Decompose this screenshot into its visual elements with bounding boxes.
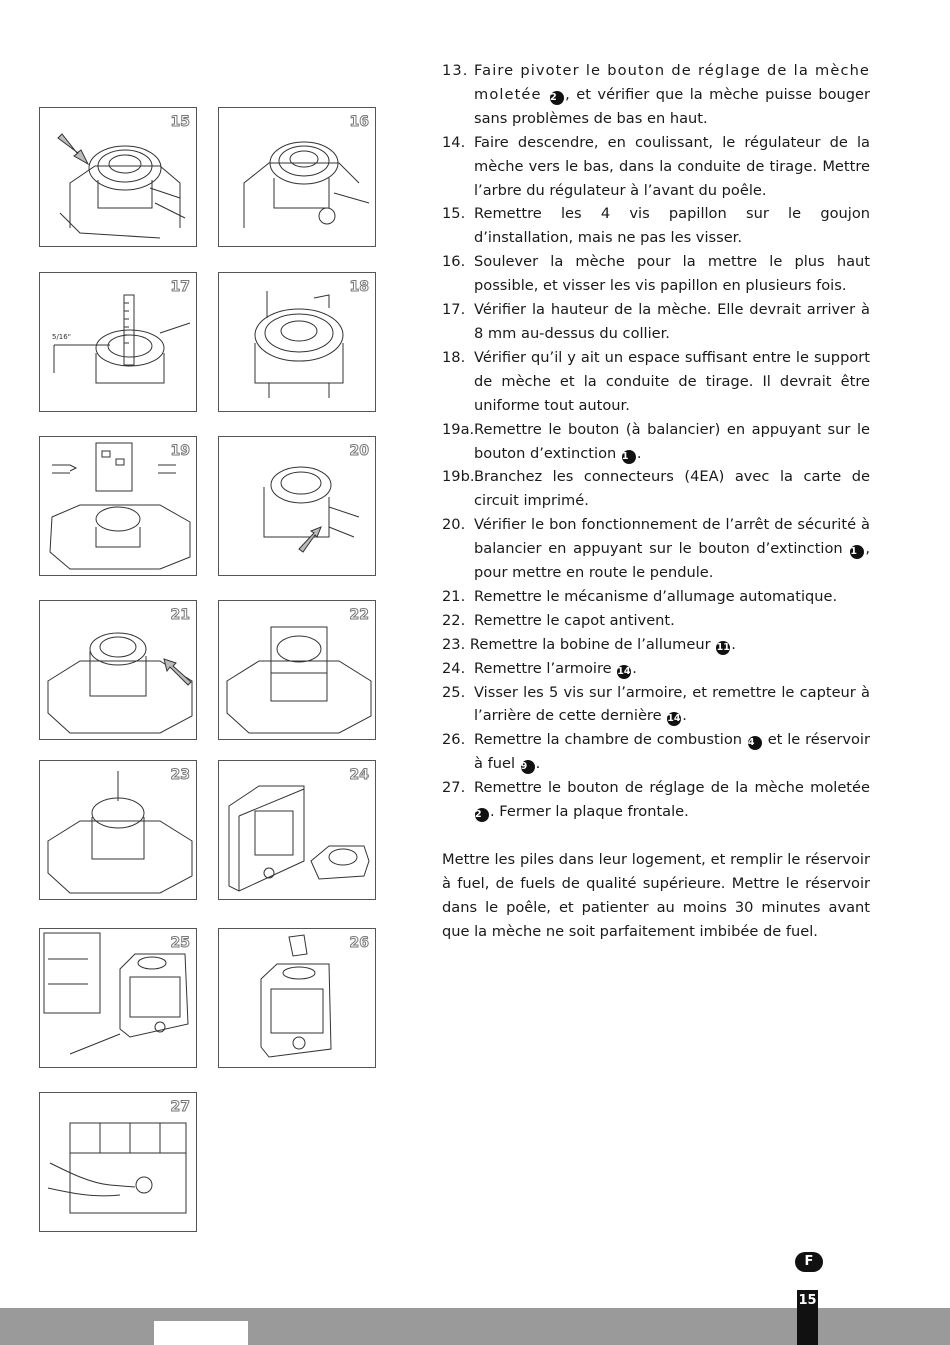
figure-number: 26 bbox=[349, 935, 369, 951]
part-badge: 9 bbox=[521, 760, 535, 774]
step-text: Remettre le bouton de réglage de la mèche moletée bbox=[474, 779, 870, 797]
step-19b bbox=[442, 465, 870, 513]
step-text: Vérifier le bon fonctionnement de l’arrêt de sécurité à balancier en appuyant sur le bouton d’extinction bbox=[474, 516, 870, 558]
closing-paragraph: Mettre les piles dans leur logement, et remplir le réservoir à fuel, de fuels de qualité supérieure. Mettre le réservoir dans le poêle, et patienter au moins 30 minutes avant que la mèche ne soit parfaitement imbibée de fuel. bbox=[442, 851, 870, 940]
step-23 bbox=[442, 633, 870, 657]
figure-number: 25 bbox=[170, 935, 190, 951]
step-27 bbox=[442, 776, 870, 824]
figure-number: 17 bbox=[170, 279, 190, 295]
figure-24 bbox=[218, 760, 376, 900]
step-text: , et vérifier que la mèche puisse bouger sans problèmes de bas en haut. bbox=[474, 85, 871, 127]
step-number: 19a. bbox=[442, 420, 475, 438]
figure-21 bbox=[39, 600, 197, 740]
step-text: Faire pivoter le bouton de réglage de la mèche moletée bbox=[474, 62, 870, 103]
step-number: 22. bbox=[442, 611, 466, 629]
step-text: Soulever la mèche pour la mettre le plus haut possible, et visser les vis papillon en plusieurs fois. bbox=[474, 253, 870, 295]
step-text: Branchez les connecteurs (4EA) avec la carte de circuit imprimé. bbox=[474, 468, 870, 510]
step-22 bbox=[442, 609, 870, 633]
step-text: et le réservoir à fuel bbox=[474, 731, 870, 773]
step-25 bbox=[442, 681, 870, 729]
figure-17 bbox=[39, 272, 197, 412]
step-13 bbox=[442, 59, 870, 131]
step-text: , pour mettre en route le pendule. bbox=[474, 540, 870, 582]
step-text: Remettre le mécanisme d’allumage automatique. bbox=[474, 587, 838, 605]
step-number: 13. bbox=[442, 62, 469, 79]
figure-20 bbox=[218, 436, 376, 576]
figure-15 bbox=[39, 107, 197, 247]
figure-26 bbox=[218, 928, 376, 1068]
step-15 bbox=[442, 202, 870, 250]
step-text: . Fermer la plaque frontale. bbox=[490, 803, 689, 821]
step-text: Remettre la bobine de l’allumeur bbox=[469, 635, 716, 653]
step-text: Remettre le bouton (à balancier) en appuyant sur le bouton d’extinction bbox=[474, 420, 870, 462]
figure-number: 23 bbox=[170, 767, 190, 783]
step-text: Remettre le capot antivent. bbox=[474, 611, 675, 629]
step-text: Remettre la chambre de combustion bbox=[474, 731, 747, 749]
step-20 bbox=[442, 513, 870, 585]
figure-18 bbox=[218, 272, 376, 412]
dimension-label: 5/16" bbox=[52, 333, 71, 341]
footer-box bbox=[154, 1321, 248, 1345]
figure-number: 18 bbox=[349, 279, 369, 295]
figure-number: 19 bbox=[170, 443, 190, 459]
part-badge: 4 bbox=[748, 736, 762, 750]
step-text: Faire descendre, en coulissant, le régulateur de la mèche vers le bas, dans la conduite de tirage. Mettre l’arbre du régulateur à l’avant du poêle. bbox=[474, 133, 870, 199]
figure-25 bbox=[39, 928, 197, 1068]
figure-number: 15 bbox=[170, 114, 190, 130]
step-text: Remettre les 4 vis papillon sur le goujon d’installation, mais ne pas les visser. bbox=[474, 205, 870, 247]
figure-number: 27 bbox=[170, 1099, 190, 1115]
step-number: 27. bbox=[442, 779, 466, 797]
step-17 bbox=[442, 298, 870, 346]
part-badge: 1 bbox=[850, 545, 864, 559]
part-badge: 11 bbox=[716, 641, 730, 653]
step-number: 20. bbox=[442, 516, 466, 534]
page-number: 15 bbox=[797, 1290, 818, 1345]
step-14 bbox=[442, 131, 870, 203]
step-text: . bbox=[535, 755, 541, 773]
figure-22 bbox=[218, 600, 376, 740]
language-badge: F bbox=[795, 1252, 823, 1272]
step-text: . bbox=[636, 444, 642, 462]
step-26 bbox=[442, 728, 870, 776]
step-number: 23. bbox=[442, 635, 466, 653]
step-text: Remettre l’armoire bbox=[474, 659, 617, 677]
figure-19 bbox=[39, 436, 197, 576]
step-number: 24. bbox=[442, 659, 466, 677]
step-number: 26. bbox=[442, 731, 466, 749]
figure-number: 20 bbox=[349, 443, 369, 459]
figure-number: 22 bbox=[349, 607, 369, 623]
figure-number: 21 bbox=[170, 607, 190, 623]
part-badge: 1 bbox=[622, 450, 636, 464]
step-16 bbox=[442, 250, 870, 298]
step-number: 17. bbox=[442, 301, 466, 319]
step-18 bbox=[442, 346, 870, 418]
part-badge: 2 bbox=[475, 808, 489, 822]
step-number: 18. bbox=[442, 348, 466, 366]
part-badge: 14 bbox=[617, 665, 631, 677]
part-badge: 14 bbox=[667, 713, 681, 725]
step-number: 16. bbox=[442, 253, 466, 271]
figure-16 bbox=[218, 107, 376, 247]
instruction-steps bbox=[442, 59, 870, 824]
step-text: Vérifier la hauteur de la mèche. Elle devrait arriver à 8 mm au-dessus du collier. bbox=[474, 301, 870, 342]
step-number: 14. bbox=[442, 133, 466, 151]
figure-number: 24 bbox=[349, 767, 369, 783]
step-21 bbox=[442, 585, 870, 609]
step-text: Vérifier qu’il y ait un espace suffisant entre le support de mèche et la conduite de tirage. Il devrait être uniforme tout autour. bbox=[474, 348, 870, 414]
step-text: . bbox=[682, 707, 687, 725]
step-text: . bbox=[731, 635, 736, 653]
step-19a bbox=[442, 418, 870, 466]
step-24 bbox=[442, 657, 870, 681]
step-text: Visser les 5 vis sur l’armoire, et remettre le capteur à l’arrière de cette dernière bbox=[474, 683, 870, 725]
step-number: 15. bbox=[442, 205, 466, 223]
step-number: 21. bbox=[442, 587, 466, 605]
step-text: . bbox=[632, 659, 637, 677]
part-badge: 2 bbox=[550, 91, 564, 105]
step-number: 25. bbox=[442, 683, 466, 701]
step-number: 19b. bbox=[442, 468, 475, 486]
figure-23 bbox=[39, 760, 197, 900]
figure-27 bbox=[39, 1092, 197, 1232]
figure-number: 16 bbox=[349, 114, 369, 130]
